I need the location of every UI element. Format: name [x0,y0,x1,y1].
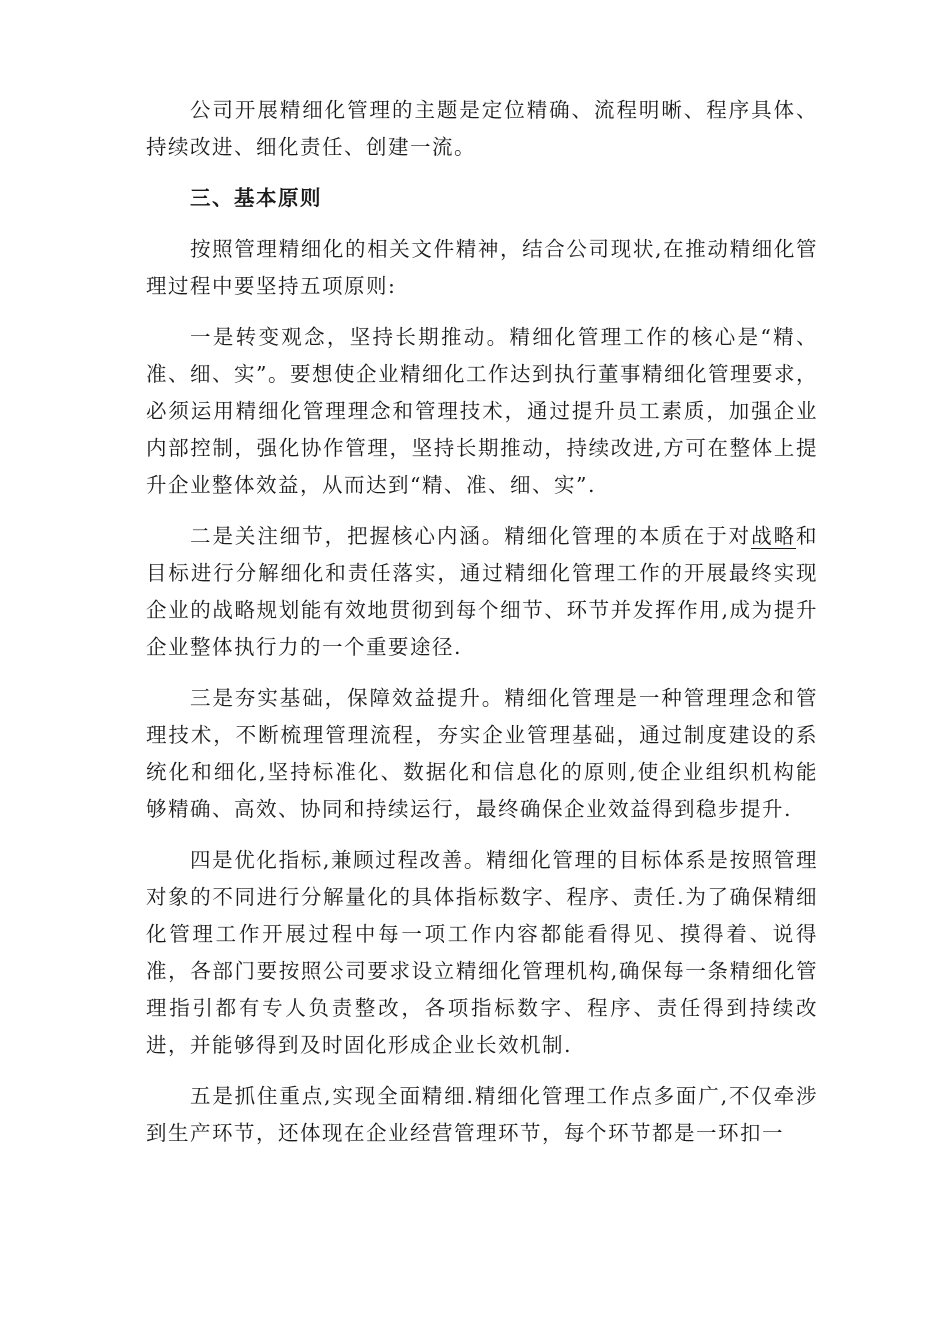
paragraph-principle-5: 五是抓住重点,实现全面精细.精细化管理工作点多面广,不仅牵涉到生产环节，还体现在企业经营管理环节，每个环节都是一环扣一 [146,1084,818,1145]
underlined-word: 战略 [751,524,797,548]
document-page [146,92,818,1152]
paragraph-intro: 公司开展精细化管理的主题是定位精确、流程明晰、程序具体、持续改进、细化责任、创建一流。 [146,98,818,159]
paragraph-principle-3: 三是夯实基础，保障效益提升。精细化管理是一种管理理念和管理技术，不断梳理管理流程，夯实企业管理基础，通过制度建设的系统化和细化,坚持标准化、数据化和信息化的原则,使企业组织机构能够精确、高效、协同和持续运行，最终确保企业效益得到稳步提升. [146,686,818,821]
paragraph-principle-2 [146,518,818,666]
paragraph-principle-4: 四是优化指标,兼顾过程改善。精细化管理的目标体系是按照管理对象的不同进行分解量化的具体指标数字、程序、责任.为了确保精细化管理工作开展过程中每一项工作内容都能看得见、摸得着、说得准，各部门要按照公司要求设立精细化管理机构,确保每一条精细化管理指引都有专人负责整改，各项指标数字、程序、责任得到持续改进，并能够得到及时固化形成企业长效机制. [146,848,818,1057]
section-title: 三、基本原则 [190,186,322,210]
paragraph-principle-2-start: 二是关注细节，把握核心内涵。精细化管理的本质在于对 [190,524,752,548]
paragraph-principle-1: 一是转变观念，坚持长期推动。精细化管理工作的核心是“精、准、细、实”。要想使企业精细化工作达到执行董事精细化管理要求，必须运用精细化管理理念和管理技术，通过提升员工素质，加强企业内部控制，强化协作管理，坚持长期推动，持续改进,方可在整体上提升企业整体效益，从而达到“精、准、细、实”. [146,325,818,497]
paragraph-lead: 按照管理精细化的相关文件精神，结合公司现状,在推动精细化管理过程中要坚持五项原则: [146,237,818,298]
paragraph-principle-2-end: 和目标进行分解细化和责任落实，通过精细化管理工作的开展最终实现企业的战略规划能有效地贯彻到每个细节、环节并发挥作用,成为提升企业整体执行力的一个重要途径. [146,524,819,659]
